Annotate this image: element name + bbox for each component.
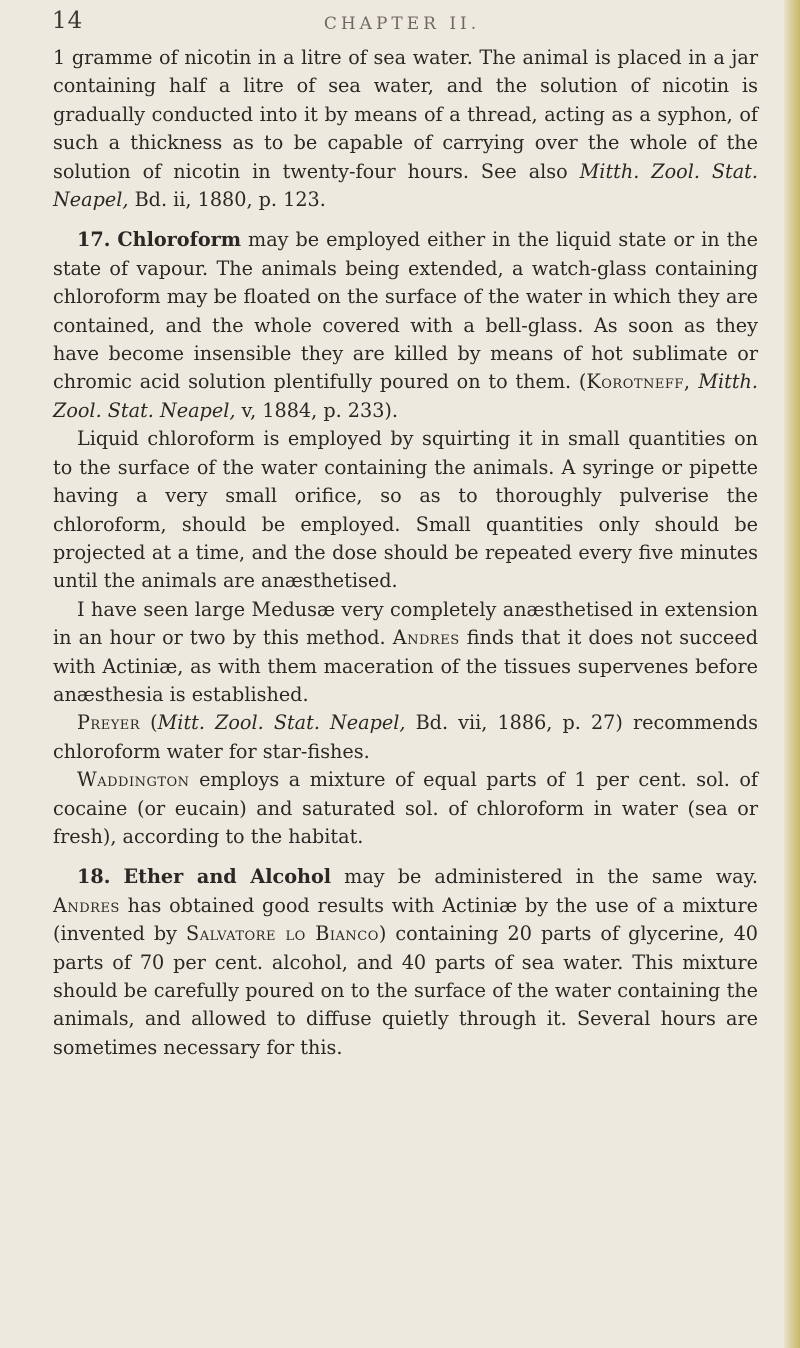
author-name: Preyer (77, 711, 141, 735)
paragraph (53, 44, 758, 214)
paragraph-text: employs a mixture of equal parts of 1 per cent. sol. of cocaine (or eucain) and saturated sol. of chloroform in water (sea or fresh), according to the habitat. (53, 768, 758, 848)
citation-details: Bd. ii, 1880, p. 123. (128, 188, 326, 212)
paragraph-text: finds that it does not succeed with Actiniæ, as with them maceration of the tissues supervenes before anæsthesia is established. (53, 626, 758, 706)
paragraph-text: 1 gramme of nicotin in a litre of sea water. The animal is placed in a jar containing half a litre of sea water, and the solution of nicotin is gradually conducted into it by means of a thread, acting as a syphon, of such a thickness as to be capable of carrying over the whole of the solution of nicotin in twenty-four hours. See also (53, 46, 758, 183)
paragraph-text: ) containing 20 parts of glycerine, 40 parts of 70 per cent. alcohol, and 40 parts of sea water. This mixture should be carefully poured on to the surface of the water containing the animals, and allowed to diffuse quietly through it. Several hours are sometimes necessary for this. (53, 922, 759, 1059)
paragraph-text: I have seen large Medusæ very completely anæsthetised in extension in an hour or two by this method. (53, 597, 758, 650)
section-18 (53, 863, 758, 1062)
paragraph (53, 709, 758, 766)
author-name: Andres (53, 893, 120, 917)
paragraph (53, 766, 758, 851)
page-header (52, 6, 752, 42)
page-number: 14 (52, 8, 84, 34)
citation: Mitt. Zool. Stat. Neapel, (157, 711, 406, 735)
section-17 (53, 226, 758, 425)
paragraph-text: ( (140, 711, 158, 735)
paragraph-text: Bd. vii, 1886, p. 27) recommends chloroform water for star-fishes. (53, 711, 759, 763)
page-body (53, 44, 758, 1062)
paragraph-text: has obtained good results with Actiniæ by the use of a mixture (invented by (53, 893, 758, 946)
paragraph-text: may be administered in the same way. (331, 865, 759, 889)
citation: Mitth. Zool. Stat. Neapel, (53, 159, 758, 212)
section-heading: Chloroform (117, 228, 242, 252)
running-head: CHAPTER II. (323, 14, 481, 34)
author-name: Salvatore lo Bianco (186, 922, 379, 946)
citation: Mitth. Zool. Stat. Neapel, (53, 370, 758, 422)
citation-details: v, 1884, p. 233). (235, 398, 399, 422)
section-number: 17. (77, 228, 111, 252)
paragraph-text: Liquid chloroform is employed by squirting it in small quantities on to the surface of the water containing the animals. A syringe or pipette having a very small orifice, so as to thoroughly pulverise the chloroform, should be employed. Small quantities only should be projected at a time, and the dose should be repeated every five minutes until the animals are anæsthetised. (53, 427, 758, 593)
section-number: 18. (77, 865, 111, 889)
paragraph-text: may be employed either in the liquid state or in the state of vapour. The animals being extended, a watch-glass containing chloroform may be floated on the surface of the water in which they are contained, and the whole covered with a bell-glass. As soon as they have become insensible they are killed by means of hot sublimate or chromic acid solution plentifully poured on to them. ( (53, 228, 758, 394)
paragraph (53, 425, 758, 595)
section-heading: Ether and Alcohol (123, 865, 332, 889)
author-name: Andres (392, 626, 460, 650)
author-name: Waddington (77, 768, 190, 792)
page-edge (784, 0, 800, 1348)
paragraph (53, 596, 758, 710)
author-name: Korotneff, (586, 370, 691, 394)
